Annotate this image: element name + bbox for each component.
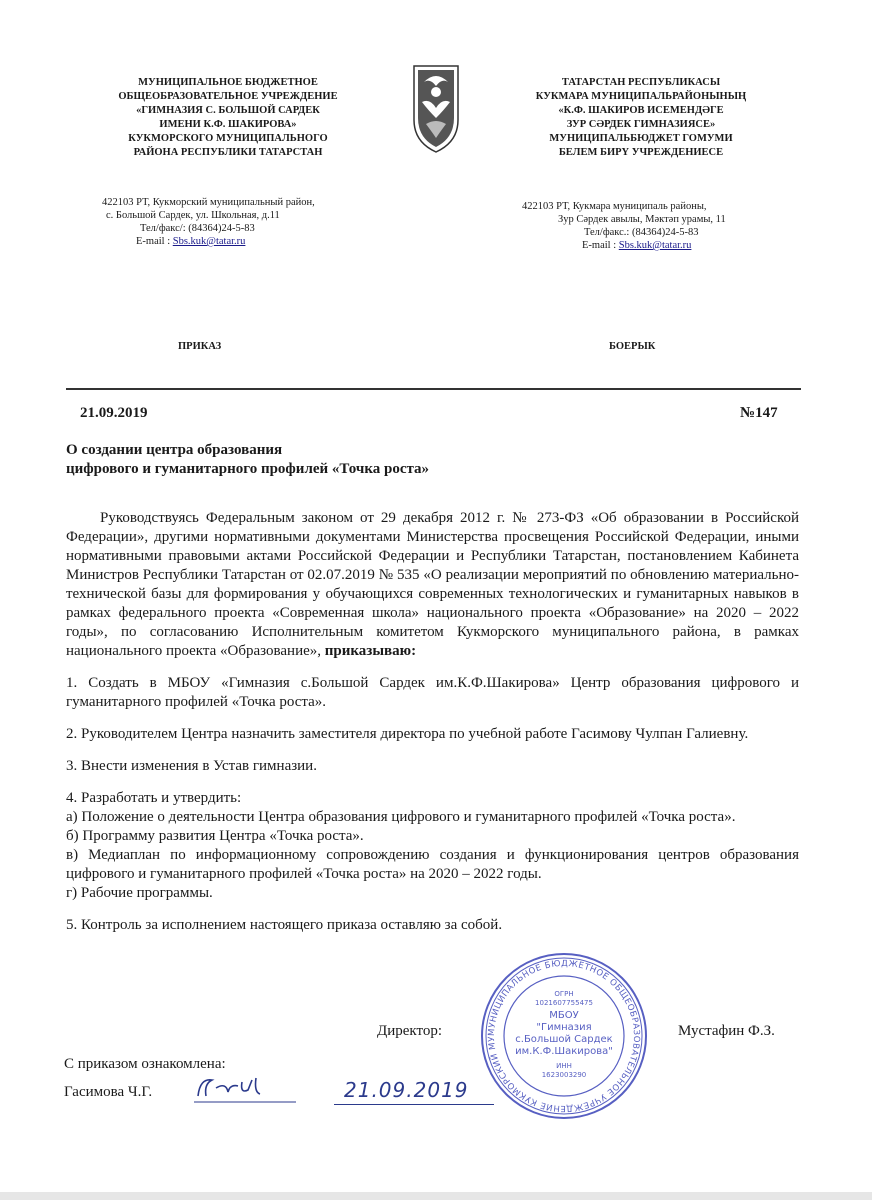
left-address-block: [102, 196, 352, 248]
right-org-line: МУНИЦИПАЛЬБЮДЖЕТ ГОМУМИ: [549, 133, 733, 144]
left-org-line: МУНИЦИПАЛЬНОЕ БЮДЖЕТНОЕ: [138, 77, 318, 88]
order-number: №147: [740, 405, 778, 421]
right-org-line: ЗУР СӘРДЕК ГИМНАЗИЯСЕ»: [566, 119, 716, 130]
right-org-line: «К.Ф. ШАКИРОВ ИСЕМЕНДӘГЕ: [558, 105, 724, 116]
right-email-row: [522, 239, 772, 252]
left-address-line: с. Большой Сардек, ул. Школьная, д.11: [106, 210, 280, 221]
order-item-4d: г) Рабочие программы.: [66, 885, 213, 901]
order-word: приказываю:: [324, 643, 417, 659]
order-title: [66, 441, 666, 479]
stamp-center-line: МБОУ: [549, 1010, 579, 1021]
official-stamp: [478, 950, 650, 1122]
acknowledged-person: Гасимова Ч.Г.: [64, 1084, 153, 1100]
doc-kind-left: ПРИКАЗ: [178, 341, 222, 352]
right-org-line: БЕЛЕМ БИРҮ УЧРЕЖДЕНИЕСЕ: [558, 147, 724, 158]
left-phone: Тел/факс/: (84364)24-5-83: [140, 223, 255, 234]
left-org-line: «ГИМНАЗИЯ С. БОЛЬШОЙ САРДЕК: [136, 105, 320, 116]
right-org-line: ТАТАРСТАН РЕСПУБЛИКАСЫ: [561, 77, 721, 88]
left-org-line: ИМЕНИ К.Ф. ШАКИРОВА»: [159, 119, 297, 130]
order-date: 21.09.2019: [80, 405, 148, 421]
right-address-line: 422103 РТ, Кукмара муниципаль районы,: [522, 201, 707, 212]
order-item-5: 5. Контроль за исполнением настоящего приказа оставляю за собой.: [66, 917, 503, 933]
order-item-4c: в) Медиаплан по информационному сопровождению создания и функционирования центров образования цифрового и гуманитарного профилей «Точка роста» на 2020 – 2022 годы.: [66, 847, 799, 882]
handwritten-date: 21.09.2019: [344, 1078, 469, 1102]
order-item-2: 2. Руководителем Центра назначить заместителя директора по учебной работе Гасимову Чулпан Галиевну.: [66, 726, 749, 742]
order-item-4a: а) Положение о деятельности Центра образования цифрового и гуманитарного профилей «Точка роста».: [66, 809, 736, 825]
right-email-link[interactable]: Sbs.kuk@tatar.ru: [618, 240, 692, 251]
left-org-line: КУКМОРСКОГО МУНИЦИПАЛЬНОГО: [128, 133, 328, 144]
order-title-line: О создании центра образования: [66, 442, 283, 458]
left-address-line: 422103 РТ, Кукморский муниципальный район,: [102, 197, 315, 208]
stamp-inn: 1623003290: [541, 1071, 587, 1079]
stamp-ring-text: МУНИЦИПАЛЬНОЕ БЮДЖЕТНОЕ ОБЩЕОБРАЗОВАТЕЛЬНОЕ УЧРЕЖДЕНИЕ КУКМОРСКИЙ МУ: [486, 958, 642, 1114]
left-email-row: [102, 235, 352, 248]
left-email-label: E-mail :: [136, 236, 173, 247]
left-email-link[interactable]: Sbs.kuk@tatar.ru: [172, 236, 246, 247]
director-name: Мустафин Ф.З.: [678, 1023, 775, 1039]
acknowledgement-label: С приказом ознакомлена:: [64, 1056, 226, 1072]
right-address-line: Зур Сәрдек авылы, Мәктәп урамы, 11: [558, 214, 726, 225]
right-phone: Тел/факс.: (84364)24-5-83: [584, 227, 699, 238]
coat-of-arms-emblem: [410, 62, 462, 154]
stamp-ogrn: 1021607755475: [535, 999, 593, 1007]
left-org-line: РАЙОНА РЕСПУБЛИКИ ТАТАРСТАН: [133, 147, 323, 158]
order-item-4b: б) Программу развития Центра «Точка роста».: [66, 828, 364, 844]
preamble-paragraph: [66, 509, 799, 661]
order-item-4-head: 4. Разработать и утвердить:: [66, 790, 242, 806]
doc-kind-right: БОЕРЫК: [609, 341, 656, 352]
right-address-block: [522, 200, 772, 252]
left-org-line: ОБЩЕОБРАЗОВАТЕЛЬНОЕ УЧРЕЖДЕНИЕ: [118, 91, 338, 102]
right-organization-name: [516, 76, 766, 160]
order-title-line: цифрового и гуманитарного профилей «Точка роста»: [66, 461, 430, 477]
stamp-center-line: "Гимназия: [536, 1022, 592, 1033]
handwritten-signature: [190, 1074, 300, 1104]
stamp-inn-label: ИНН: [556, 1062, 572, 1070]
handwritten-date-underline: [334, 1104, 494, 1105]
right-email-label: E-mail :: [582, 240, 619, 251]
order-item-1: 1. Создать в МБОУ «Гимназия с.Большой Сардек им.К.Ф.Шакирова» Центр образования цифрового и гуманитарного профилей «Точка роста».: [66, 675, 799, 710]
director-label: Директор:: [377, 1023, 443, 1039]
right-org-line: КУКМАРА МУНИЦИПАЛЬРАЙОНЫНЫҢ: [535, 91, 747, 102]
stamp-center-line: им.К.Ф.Шакирова": [515, 1046, 613, 1057]
order-item-3: 3. Внести изменения в Устав гимназии.: [66, 758, 317, 774]
preamble-text: Руководствуясь Федеральным законом от 29 декабря 2012 г. № 273-ФЗ «Об образовании в Российской Федерации», другими нормативными документами Министерства просвещения Российской Федерации, иными нормативными правовыми актами Российской Федерации и Республики Татарстан, постановлением Кабинета Министров Республики Татарстан от 02.07.2019 № 535 «О реализации мероприятий по обновлению материально-технической базы для формирования у обучающихся современных технологических и гуманитарных навыков в рамках федерального проекта «Современная школа» национального проекта «Образование» на 2020 – 2022 годы», по согласованию Исполнительным комитетом Кукморского муниципального района, в рамках национального проекта «Образование»,: [66, 510, 799, 659]
scan-bottom-edge: [0, 1192, 872, 1200]
header-divider: [66, 388, 801, 390]
left-organization-name: [98, 76, 358, 160]
order-body: [66, 509, 799, 935]
stamp-center-line: с.Большой Сардек: [515, 1034, 613, 1045]
stamp-ogrn-label: ОГРН: [554, 990, 574, 998]
